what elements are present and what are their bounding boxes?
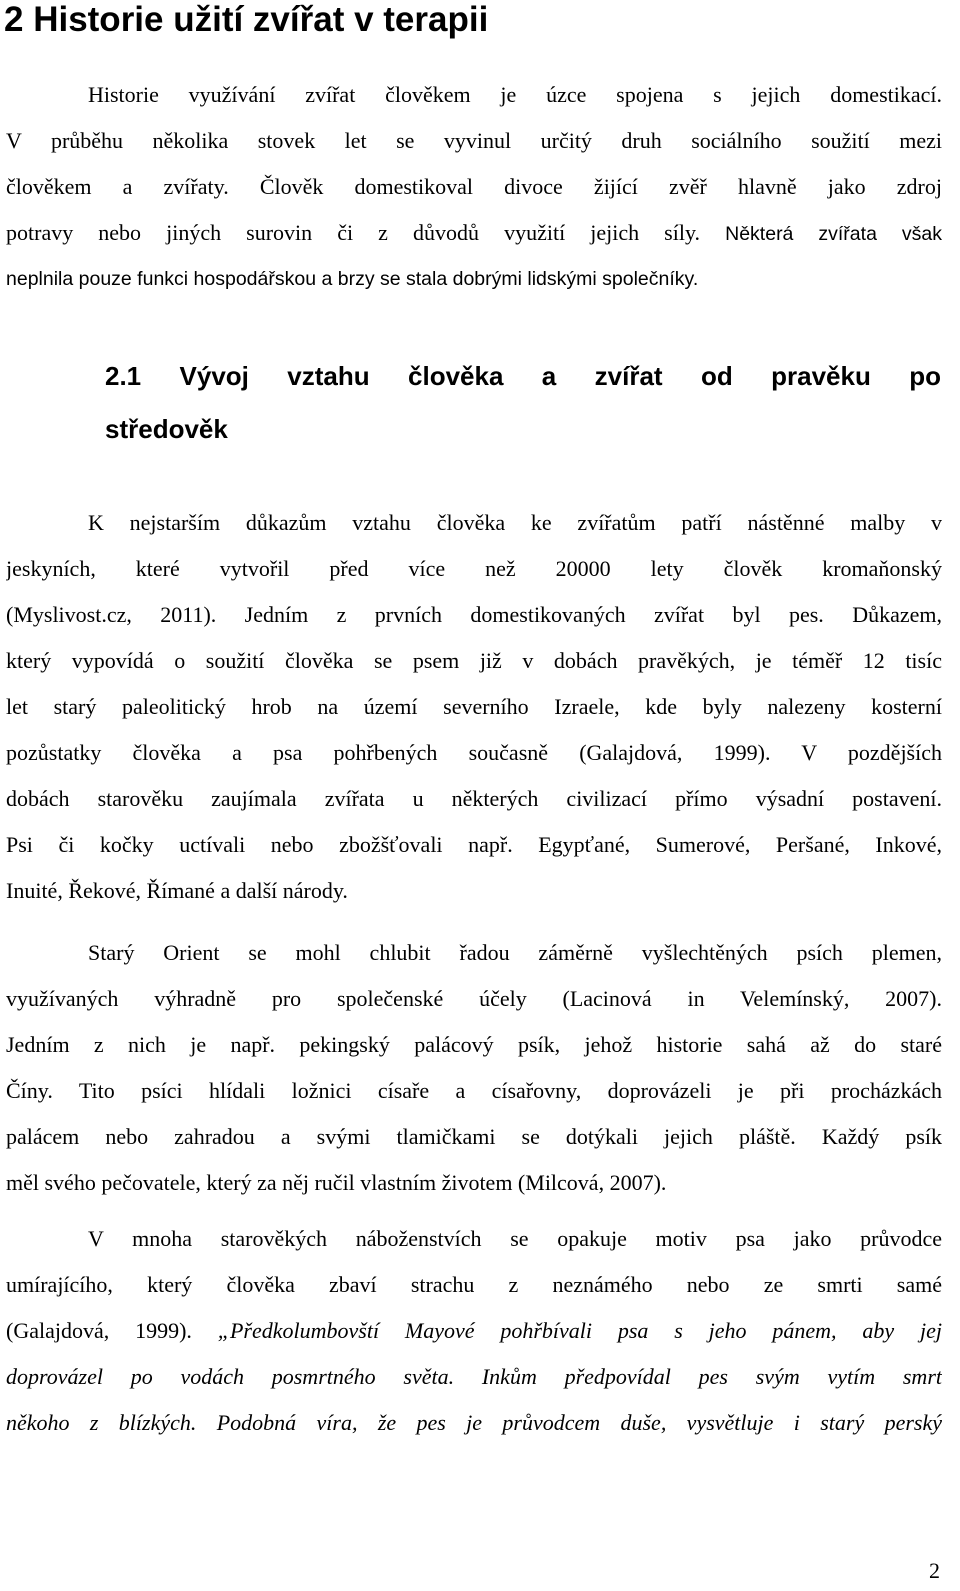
- intro-line-2: V průběhu několika stovek let se vyvinul určitý druh sociálního soužití mezi: [6, 128, 942, 153]
- para1-line-1: K nejstarším důkazům vztahu člověka ke zvířatům patří nástěnné malby v: [88, 510, 942, 535]
- intro-line-1: Historie využívání zvířat člověkem je úzce spojena s jejich domestikací.: [88, 82, 942, 107]
- chapter-heading: 2 Historie užití zvířat v terapii: [4, 0, 489, 39]
- para2-line-2: využívaných výhradně pro společenské účely (Lacinová in Velemínský, 2007).: [6, 986, 942, 1011]
- para2-line-6: měl svého pečovatele, který za něj ručil vlastním životem (Milcová, 2007).: [6, 1170, 667, 1195]
- para1-line-5: let starý paleolitický hrob na území severního Izraele, kde byly nalezeny kosterní: [6, 694, 942, 719]
- para1-line-2: jeskyních, které vytvořil před více než 20000 lety člověk kromaňonský: [6, 556, 942, 581]
- para1-line-4: který vypovídá o soužití člověka se psem již v dobách pravěkých, je téměř 12 tisíc: [6, 648, 942, 673]
- para2-line-4: Číny. Tito psíci hlídali ložnici císaře a císařovny, doprovázeli je při procházkách: [6, 1078, 942, 1103]
- para1-line-6: pozůstatky člověka a psa pohřbených současně (Galajdová, 1999). V pozdějších: [6, 740, 942, 765]
- section-heading-line-1: 2.1 Vývoj vztahu člověka a zvířat od pravěku po: [105, 361, 941, 391]
- para1-line-9: Inuité, Řekové, Římané a další národy.: [6, 878, 348, 903]
- para1-line-8: Psi či kočky uctívali nebo zbožšťovali např. Egypťané, Sumerové, Peršané, Inkové,: [6, 832, 942, 857]
- para2-line-3: Jedním z nich je např. pekingský palácový psík, jehož historie sahá až do staré: [6, 1032, 942, 1057]
- para1-line-7: dobách starověku zaujímala zvířata u některých civilizací přímo výsadní postavení.: [6, 786, 942, 811]
- para3-line-3: [6, 1316, 942, 1346]
- para2-line-5: palácem nebo zahradou a svými tlamičkami se dotýkali jejich pláště. Každý psík: [6, 1124, 942, 1149]
- para3-line-5: někoho z blízkých. Podobná víra, že pes je průvodcem duše, vysvětluje i starý perský: [6, 1410, 942, 1435]
- intro-line-4-sans-part: Některá zvířata však: [725, 223, 942, 245]
- page-number: 2: [929, 1558, 940, 1583]
- section-heading-line-2: středověk: [105, 414, 228, 444]
- intro-line-4-text: potravy nebo jiných surovin či z důvodů využití jejich síly.: [6, 220, 726, 245]
- intro-line-3: člověkem a zvířaty. Člověk domestikoval divoce žijící zvěř hlavně jako zdroj: [6, 174, 942, 199]
- para3-quote-start: „Předkolumbovští Mayové pohřbívali psa s jeho pánem, aby jej: [217, 1318, 942, 1343]
- intro-line-4: [6, 218, 942, 248]
- para3-line-2: umírajícího, který člověka zbaví strachu z neznámého nebo ze smrti samé: [6, 1272, 942, 1297]
- para1-line-3: (Myslivost.cz, 2011). Jedním z prvních domestikovaných zvířat byl pes. Důkazem,: [6, 602, 942, 627]
- para3-line-4: doprovázel po vodách posmrtného světa. Inkům předpovídal pes svým vytím smrt: [6, 1364, 942, 1389]
- para3-line-1: V mnoha starověkých náboženstvích se opakuje motiv psa jako průvodce: [88, 1226, 942, 1251]
- para2-line-1: Starý Orient se mohl chlubit řadou záměrně vyšlechtěných psích plemen,: [88, 940, 942, 965]
- para3-citation: (Galajdová, 1999).: [6, 1318, 218, 1343]
- intro-line-5: neplnila pouze funkci hospodářskou a brzy se stala dobrými lidskými společníky.: [6, 268, 699, 290]
